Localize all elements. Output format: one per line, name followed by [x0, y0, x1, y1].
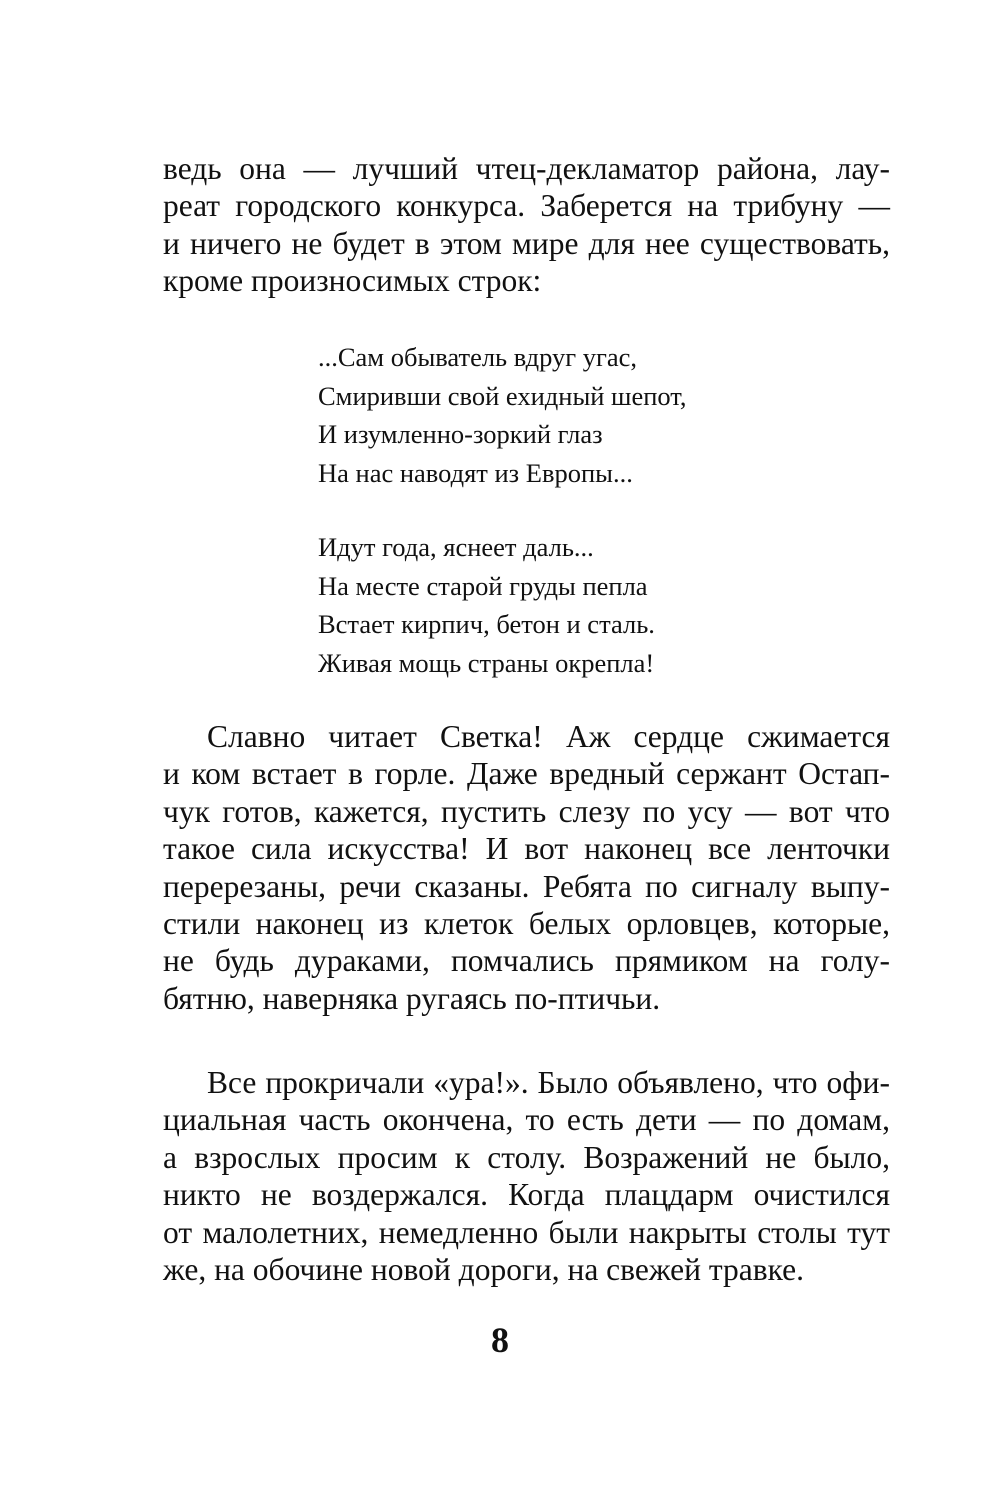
paragraph-line: же, на обочине новой дороги, на свежей травке. [163, 1251, 805, 1287]
verse-line: И изумленно-зоркий глаз [318, 419, 603, 450]
paragraph-line: не будь дураками, помчались прямиком на голу- [163, 943, 890, 979]
paragraph-line: от малолетних, немедленно были накрыты столы тут [163, 1214, 890, 1250]
paragraph-line: бятню, наверняка ругаясь по-птичьи. [163, 980, 661, 1016]
paragraph-line: циальная часть окончена, то есть дети — по домам, [163, 1102, 890, 1138]
paragraph-line: Все прокричали «ура!». Было объявлено, что офи- [207, 1065, 890, 1100]
paragraph-line: стили наконец из клеток белых орловцев, которые, [163, 905, 890, 941]
verse-line: На нас наводят из Европы... [318, 457, 633, 488]
paragraph-line: чук готов, кажется, пустить слезу по усу — вот что [163, 793, 890, 829]
poem-stanza-1 [318, 338, 878, 492]
verse-line: Встает кирпич, бетон и сталь. [318, 609, 655, 640]
paragraph-line: такое сила искусства! И вот наконец все ленточки [163, 831, 890, 867]
verse-line: Живая мощь страны окрепла! [318, 647, 655, 678]
paragraph-line: а взрослых просим к столу. Возражений не было, [163, 1139, 890, 1175]
paragraph-line: и ком встает в горле. Даже вредный сержант Остап- [163, 756, 890, 792]
paragraph-line: кроме произносимых строк: [163, 263, 542, 299]
paragraph-line: перерезаны, речи сказаны. Ребята по сигналу выпу- [163, 868, 890, 904]
paragraph-1 [163, 150, 890, 300]
paragraph-line: Славно читает Светка! Аж сердце сжимается [207, 719, 890, 754]
poem-stanza-2 [318, 528, 878, 682]
paragraph-line: и ничего не будет в этом мире для нее существовать, [163, 225, 890, 261]
verse-line: ...Сам обыватель вдруг угас, [318, 342, 638, 372]
paragraph-line: реат городского конкурса. Заберется на трибуну — [163, 188, 890, 224]
verse-line: Идут года, яснеет даль... [318, 532, 594, 562]
page-number: 8 [491, 1320, 509, 1360]
paragraph-line: ведь она — лучший чтец-декламатор района, лау- [163, 151, 890, 186]
paragraph-2 [163, 718, 890, 1017]
paragraph-line: никто не воздержался. Когда плацдарм очистился [163, 1177, 890, 1213]
verse-line: Смиривши свой ехидный шепот, [318, 380, 687, 411]
paragraph-3 [163, 1064, 890, 1288]
verse-line: На месте старой груды пепла [318, 570, 648, 601]
